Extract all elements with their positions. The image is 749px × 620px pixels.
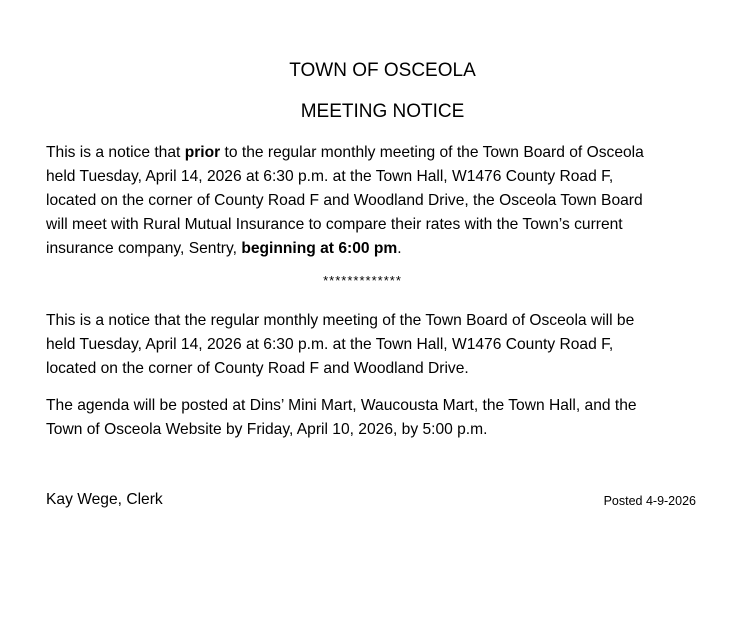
prior-meeting-paragraph (46, 141, 716, 261)
clerk-signature: Kay Wege, Clerk (46, 491, 163, 508)
paragraph-line: Town of Osceola Website by Friday, April 10, 2026, by 5:00 p.m. (46, 421, 488, 438)
notice-title: MEETING NOTICE (300, 101, 465, 122)
paragraph-line: held Tuesday, April 14, 2026 at 6:30 p.m. at the Town Hall, W1476 County Road F, (46, 168, 614, 185)
paragraph-line: This is a notice that the regular monthly meeting of the Town Board of Osceola will be (46, 312, 635, 329)
paragraph-line (46, 141, 716, 165)
emphasis-prior: prior (184, 144, 221, 161)
text-run: to the regular monthly meeting of the Town Board of Osceola (220, 144, 644, 161)
emphasis-start-time: beginning at 6:00 pm (241, 240, 398, 257)
posted-date: Posted 4-9-2026 (603, 494, 696, 508)
paragraph-line: located on the corner of County Road F and Woodland Drive. (46, 360, 469, 377)
text-run: This is a notice that (46, 144, 185, 161)
section-separator: ************* (323, 273, 402, 288)
text-run: . (397, 240, 402, 257)
regular-meeting-paragraph (46, 309, 716, 381)
town-title: TOWN OF OSCEOLA (289, 60, 476, 81)
paragraph-line: The agenda will be posted at Dins’ Mini Mart, Waucousta Mart, the Town Hall, and the (46, 397, 637, 414)
paragraph-line: located on the corner of County Road F and Woodland Drive, the Osceola Town Board (46, 192, 643, 209)
agenda-paragraph (46, 394, 716, 442)
paragraph-line: will meet with Rural Mutual Insurance to compare their rates with the Town’s current (46, 216, 623, 233)
paragraph-line (46, 237, 716, 261)
paragraph-line: held Tuesday, April 14, 2026 at 6:30 p.m. at the Town Hall, W1476 County Road F, (46, 336, 614, 353)
text-run: insurance company, Sentry, (46, 240, 242, 257)
